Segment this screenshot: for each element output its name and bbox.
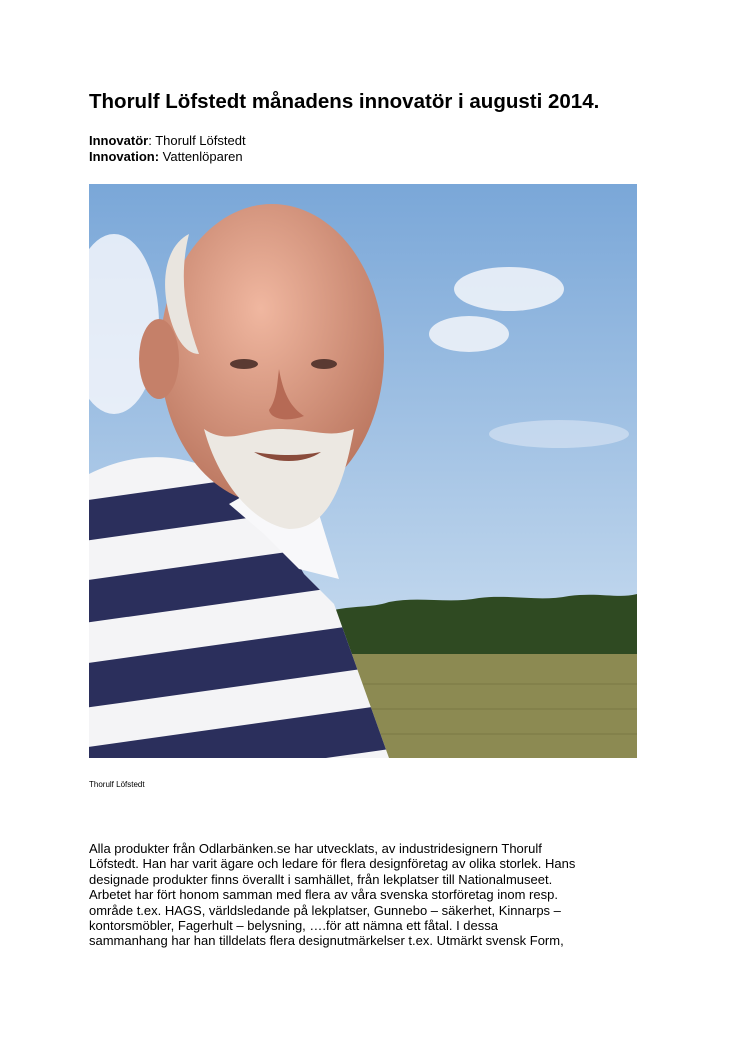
left-eye (230, 359, 258, 369)
ear (139, 319, 179, 399)
right-eye (311, 359, 337, 369)
innovation-row (89, 149, 246, 165)
body-line: Arbetet har fört honom samman med flera av våra svenska storföretag inom resp. (89, 887, 558, 903)
body-line: område t.ex. HAGS, världsledande på lekplatser, Gunnebo – säkerhet, Kinnarps – (89, 902, 561, 918)
page-title: Thorulf Löfstedt månadens innovatör i augusti 2014. (89, 90, 600, 113)
photo-caption: Thorulf Löfstedt (89, 780, 145, 789)
body-line: Löfstedt. Han har varit ägare och ledare för flera designföretag av olika storlek. Hans (89, 856, 576, 872)
body-line: Alla produkter från Odlarbänken.se har utvecklats, av industridesignern Thorulf (89, 841, 542, 856)
article-meta (89, 133, 246, 165)
innovator-label: Innovatör (89, 133, 149, 148)
portrait-photo (89, 184, 637, 758)
innovation-label: Innovation: (89, 149, 160, 164)
body-line: designade produkter finns överallt i samhället, från lekplatser till Nationalmuseet. (89, 871, 553, 887)
innovator-value: : Thorulf Löfstedt (148, 133, 246, 148)
body-line: kontorsmöbler, Fagerhult – belysning, ….för att nämna ett fåtal. I dessa (89, 918, 498, 934)
innovation-value: Vattenlöparen (159, 149, 243, 164)
body-line: sammanhang har han tilldelats flera designutmärkelser t.ex. Utmärkt svensk Form, (89, 933, 564, 949)
innovator-row (89, 133, 246, 149)
body-paragraph (89, 841, 669, 949)
